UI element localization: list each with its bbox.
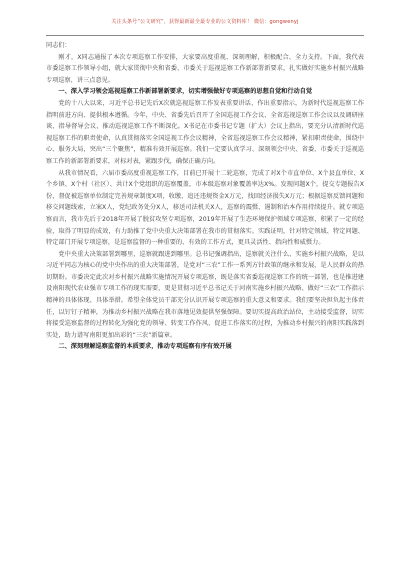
section-2-heading: 二、深刻理解巡察监督的本质要求，推动专项巡察有序有效开展 (58, 343, 232, 351)
intro-paragraph: 刚才，X同志通报了本次专项巡察工作安排，大家要高度重视、深刻理解，积极配合、全力支持。下面，我代表市委巡察工作领导小组，就大家贯彻中央和省委、市委关于巡视巡察工作新部署新要求，扎实做好实施乡村振兴战略专项巡察，讲三点意见。 (46, 53, 364, 84)
section-1-paragraph-2: 从我市情况看，六届市委高度重视巡察工作，目前已开展十二轮巡察，完成了对X个市直单位、X个县直单位、X个乡镇、X个村（社区）、共计X个党组织的巡察覆盖，市本级巡察对象覆盖率达X%。发现问题X个，提交专题报告X份，督促被巡察单位制定完善规章制度X项，收缴、追还违规资金X万元，找回经济损失X万元；根据巡察反馈问题和移交问题线索，立案X人，党纪政务处分X人，移送司法机关X人，巡察的震慑、遏制和治本作用持续提升。就专项巡察而言，我市先后于2018年开展了脱贫攻坚专项巡察，2019年开展了生态环境保护领域专项巡察，积累了一定的经验，取得了明显的成效，有力助推了党中央重大决策部署在我市的贯彻落实。实践证明，针对特定领域、特定问题、特定部门开展专项巡察，是巡察监督的一种重要的、有效的工作方式，更具灵活性、指向性和威慑力。 (46, 169, 364, 247)
header-banner: 关注头条号“公文研究”，获得最新最全最专业的公文资料库！ 微信：gongwenyj (111, 19, 299, 25)
header-divider (46, 35, 364, 36)
document-body (46, 40, 364, 353)
salutation: 同志们： (46, 42, 71, 49)
section-1-heading: 一、深入学习领会巡视巡察工作新部署新要求，切实增强做好专项巡察的思想自觉和行动自觉 (58, 88, 313, 96)
section-1-paragraph-3: 党中央重大决策部署到哪里，巡察就跟进到哪里。总书记强调指出，巡察就关注什么、实施乡村振兴战略，是以习近平同志为核心的党中央作出的重大决策部署，是党对“三农”工作一系列方针政策的继承和发展，是人民群众的热切期盼。市委决定此次对乡村振兴战略实施情况开展专项巡察，既是落实省委巡视巡察工作的统一部署，也是推进建设南阳现代农业强市专项工作的现实需要，更是贯彻习近平总书记关于河南实施乡村振兴战略、做好“三农”工作指示精神的具体体现、具体举措。希望全体党员干部充分认识开展专项巡察的重大意义和要求。我们要坚决担负起主体责任，以钉钉子精神，为推动乡村振兴战略在我市落地见效提供坚强保障。要切实提高政治站位，主动接受监督，切实将接受巡察监督的过程转化为强化党的领导、转变工作作风、促进工作落实的过程，为推动乡村振兴的南阳实践落到实处，助力谱写南阳更加出彩的“三农”新篇章。 (46, 250, 364, 339)
section-1-paragraph-1: 党的十八大以来，习近平总书记先后X次就巡视巡察工作发表重要讲话、作出重要指示，为新时代巡视巡察工作指明前进方向、提供根本遵循。今年，中央、省委先后召开了全国巡视工作会议、全省巡视巡察工作会议以及调研座谈、指导督导会议，推动巡视巡察工作不断深化。X书记在市委书记专题（扩大）会议上指出，要充分认清新时代巡视巡察工作的职责使命，认真贯彻落实全国巡视工作会议精神，全省巡视巡察工作会议精神，紧扣职责使命，围绕中心、服务大局，突出“三个聚焦”，精准有效开展巡察。我们一定要认真学习、深刻领会中央、省委、市委关于巡视巡察工作的新部署新要求，对标对表，紧跟步伐，确保正确方向。 (46, 99, 364, 165)
